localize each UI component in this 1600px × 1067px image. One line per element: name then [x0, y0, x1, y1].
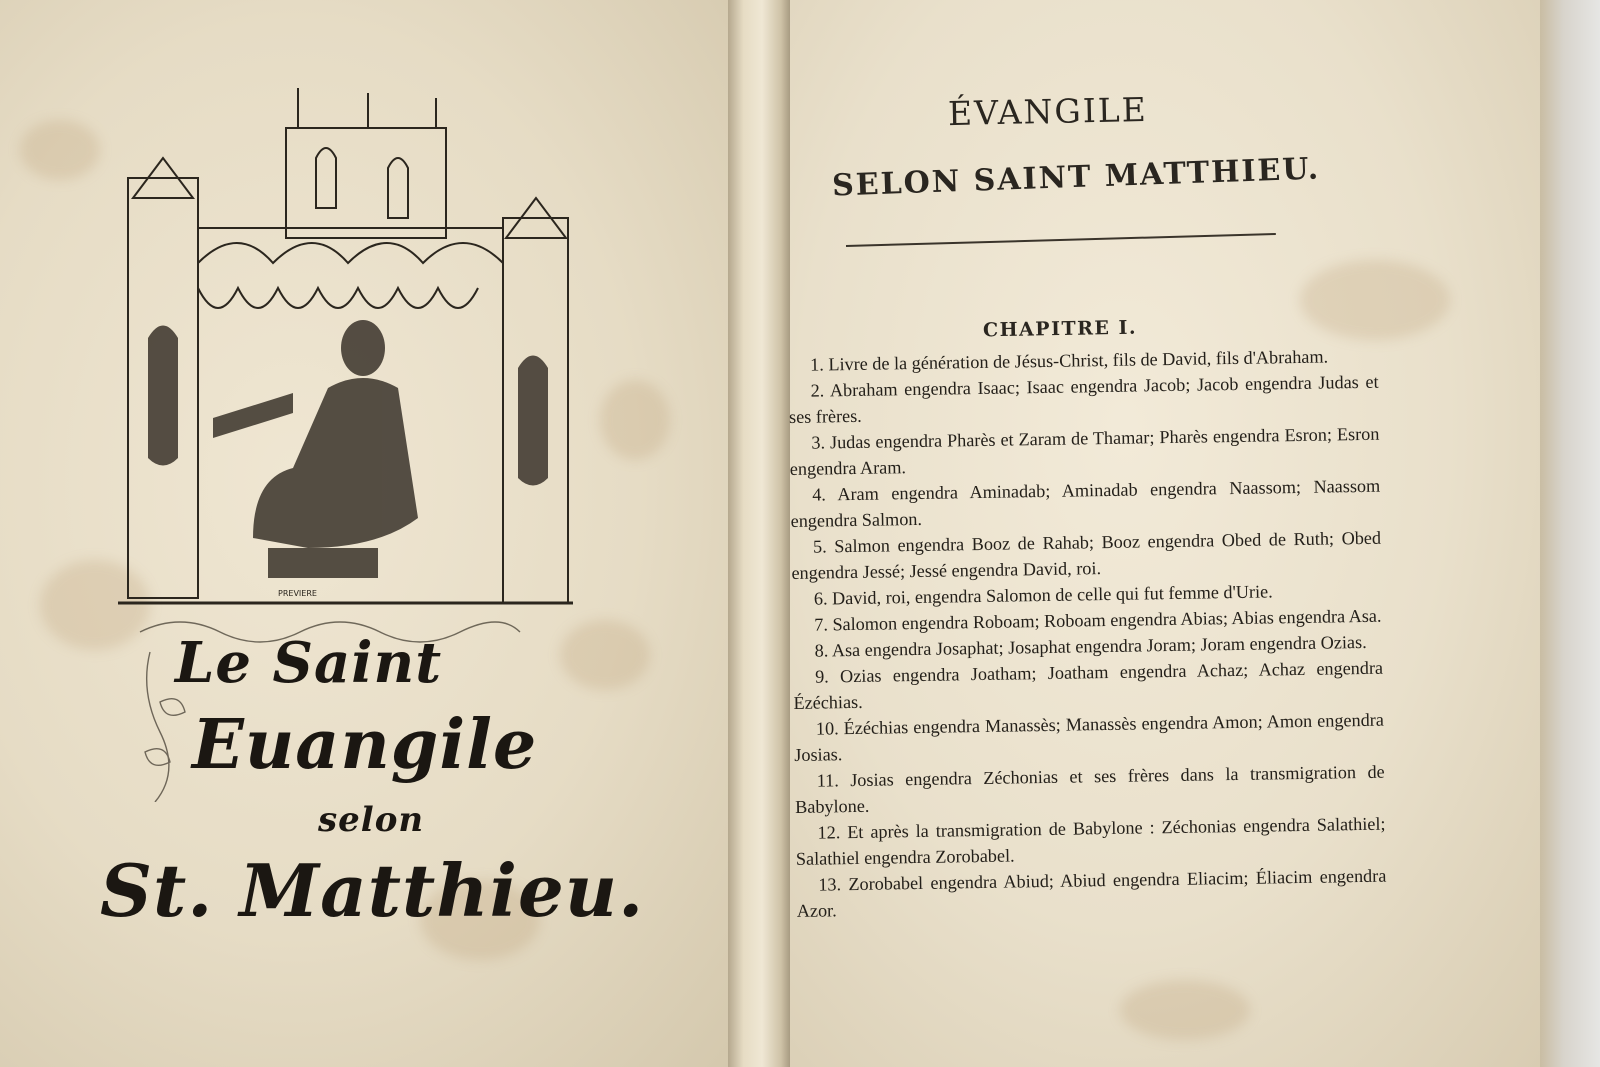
page-title: ÉVANGILE — [947, 89, 1149, 134]
foxing-stain — [20, 120, 100, 180]
verse: 9. Ozias engendra Joatham; Joatham engendra Achaz; Achaz engendra Ézéchias. — [793, 657, 1384, 713]
verse: 2. Abraham engendra Isaac; Isaac engendra Jacob; Jacob engendra Judas et ses frères. — [788, 371, 1379, 427]
verse: 13. Zorobabel engendra Abiud; Abiud engendra Eliacim; Éliacim engendra Azor. — [796, 865, 1387, 921]
verse: 1. Livre de la génération de Jésus-Christ, fils de David, fils d'Abraham. — [810, 346, 1329, 375]
verse: 3. Judas engendra Pharès et Zaram de Thamar; Pharès engendra Esron; Esron engendra Aram. — [789, 423, 1380, 479]
foxing-stain — [1300, 260, 1450, 340]
foxing-stain — [560, 620, 650, 690]
gothic-title-line1: Le Saint — [175, 630, 443, 696]
gothic-title-line2: Euangile — [192, 705, 538, 785]
verse: 5. Salmon engendra Booz de Rahab; Booz engendra Obed de Ruth; Obed engendra Jessé; Jessé engendra David, roi. — [791, 527, 1382, 583]
foxing-stain — [600, 380, 670, 460]
gothic-engraving-illustration — [118, 88, 573, 613]
engraver-signature: PREVIERE — [278, 589, 317, 598]
verse: 4. Aram engendra Aminadab; Aminadab engendra Naassom; Naassom engendra Salmon. — [790, 475, 1381, 531]
page-edge — [1540, 0, 1600, 1067]
gothic-title-line3: selon — [318, 800, 425, 840]
verse: 12. Et après la transmigration de Babylone : Zéchonias engendra Salathiel; Salathiel engendra Zorobabel. — [795, 813, 1386, 869]
verse: 10. Ézéchias engendra Manassès; Manassès engendra Amon; Amon engendra Josias. — [794, 709, 1385, 765]
verse: 8. Asa engendra Josaphat; Josaphat engendra Joram; Joram engendra Ozias. — [814, 631, 1367, 661]
verse: 6. David, roi, engendra Salomon de celle qui fut femme d'Urie. — [813, 581, 1273, 609]
gothic-title-line4: St. Matthieu. — [100, 848, 645, 933]
verse: 11. Josias engendra Zéchonias et ses frères dans la transmigration de Babylone. — [794, 761, 1385, 817]
page-subtitle: SELON SAINT MATTHIEU. — [831, 151, 1321, 204]
verse: 7. Salomon engendra Roboam; Roboam engendra Abias; Abias engendra Asa. — [814, 605, 1382, 635]
book-gutter — [728, 0, 790, 1067]
foxing-stain — [1120, 980, 1250, 1040]
verse-list — [788, 343, 1387, 924]
chapter-heading: CHAPITRE I. — [982, 316, 1138, 342]
